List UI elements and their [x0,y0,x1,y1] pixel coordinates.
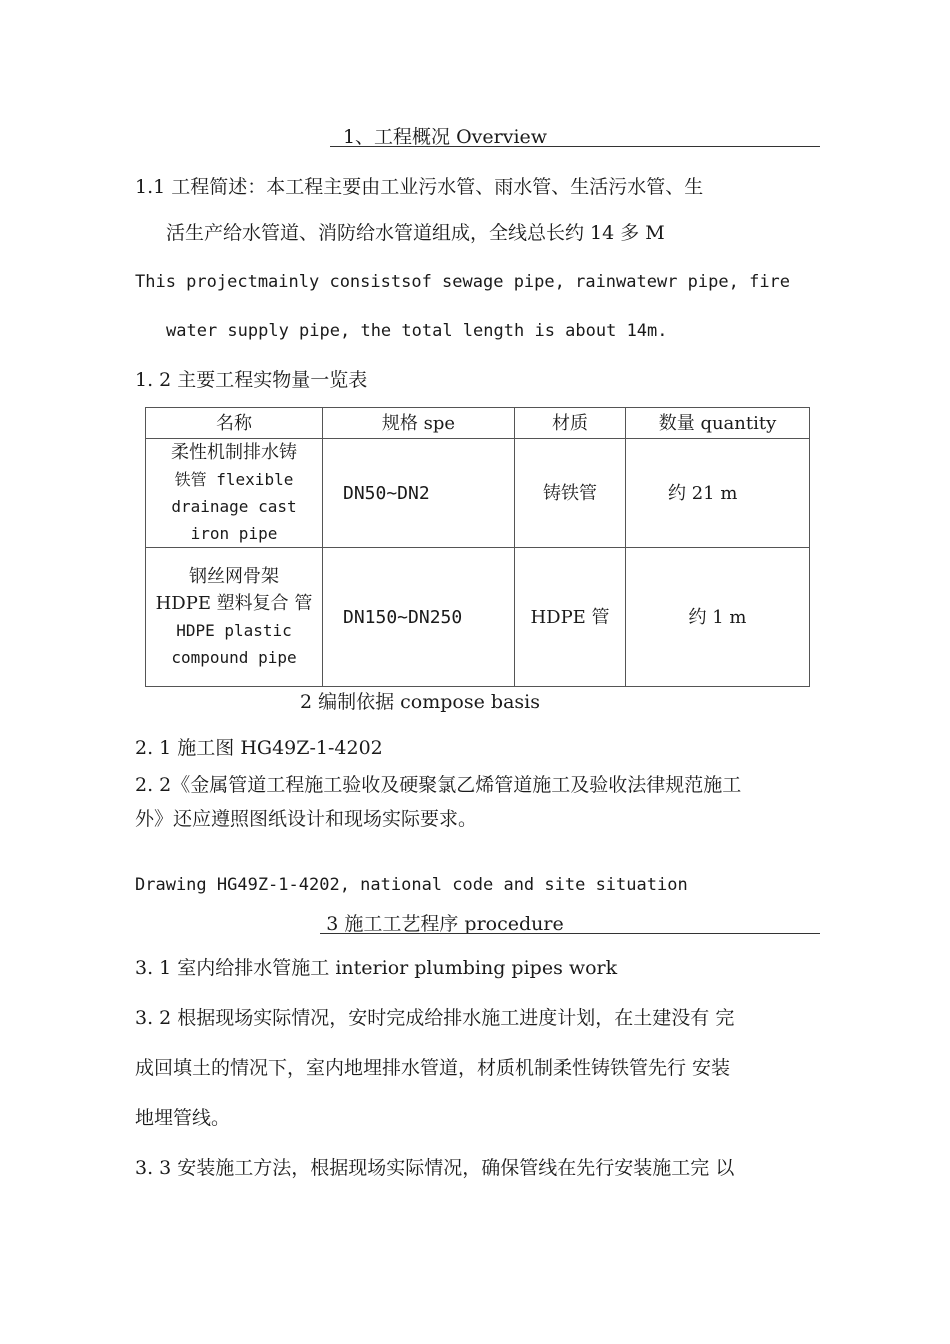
name-line: HDPE plastic [176,621,292,640]
header-quantity: 数量 quantity [626,408,810,439]
section-2-heading: 2 编制依据 compose basis [300,691,540,713]
header-name: 名称 [146,408,323,439]
header-material: 材质 [515,408,626,439]
section-1-1-line-2: 活生产给水管道、消防给水管道组成，全线总长约 14 多 M [166,222,665,244]
section-1-english-line-1: This projectmainly consistsof sewage pipe, rainwatewr pipe, fire [135,272,791,292]
table-row [146,439,810,548]
cell-quantity: 约 21 m [626,439,810,548]
section-1-1-line-1: 1.1 工程简述：本工程主要由工业污水管、雨水管、生活污水管、生 [135,176,704,198]
section-3-item-2-line-2: 成回填土的情况下，室内地埋排水管道，材质机制柔性铸铁管先行 安装 [135,1057,731,1079]
table-row [146,548,810,687]
section-3-item-2-line-3: 地埋管线。 [135,1107,231,1129]
section-2-english: Drawing HG49Z-1-4202, national code and site situation [135,875,688,895]
section-1-heading: 1、工程概况 Overview [342,126,548,148]
cell-name [146,439,323,548]
name-line: drainage cast [171,497,297,516]
section-2-item-2-line-1: 2. 2《金属管道工程施工验收及硬聚氯乙烯管道施工及验收法律规范施工 [135,774,742,796]
name-line: 铁管 flexible [174,470,294,489]
header-spec: 规格 spe [323,408,515,439]
section-3-item-2-line-1: 3. 2 根据现场实际情况，安时完成给排水施工进度计划，在土建没有 完 [135,1007,735,1029]
cell-spec: DN150~DN250 [323,548,515,687]
section-1-2-title: 1. 2 主要工程实物量一览表 [135,369,368,391]
name-line: iron pipe [190,524,278,543]
cell-spec: DN50~DN2 [323,439,515,548]
section-3-heading-rule [320,933,820,934]
name-line: 钢丝网骨架 [189,566,279,587]
quantity-table [145,407,810,687]
name-line: HDPE 塑料复合 管 [155,593,313,614]
cell-quantity: 约 1 m [626,548,810,687]
cell-name [146,548,323,687]
name-line: 柔性机制排水铸 [171,442,297,463]
name-line: compound pipe [171,648,297,667]
cell-material: HDPE 管 [515,548,626,687]
section-3-heading: 3 施工工艺程序 procedure [326,913,564,935]
section-3-item-3-line-1: 3. 3 安装施工方法，根据现场实际情况，确保管线在先行安装施工完 以 [135,1157,735,1179]
section-2-item-1: 2. 1 施工图 HG49Z-1-4202 [135,737,383,759]
section-1-english-line-2: water supply pipe, the total length is about 14m. [166,321,668,341]
section-3-item-1: 3. 1 室内给排水管施工 interior plumbing pipes work [135,957,618,979]
table-header-row [146,408,810,439]
section-2-item-2-line-2: 外》还应遵照图纸设计和现场实际要求。 [135,808,478,830]
section-1-heading-rule [330,146,820,147]
cell-material: 铸铁管 [515,439,626,548]
